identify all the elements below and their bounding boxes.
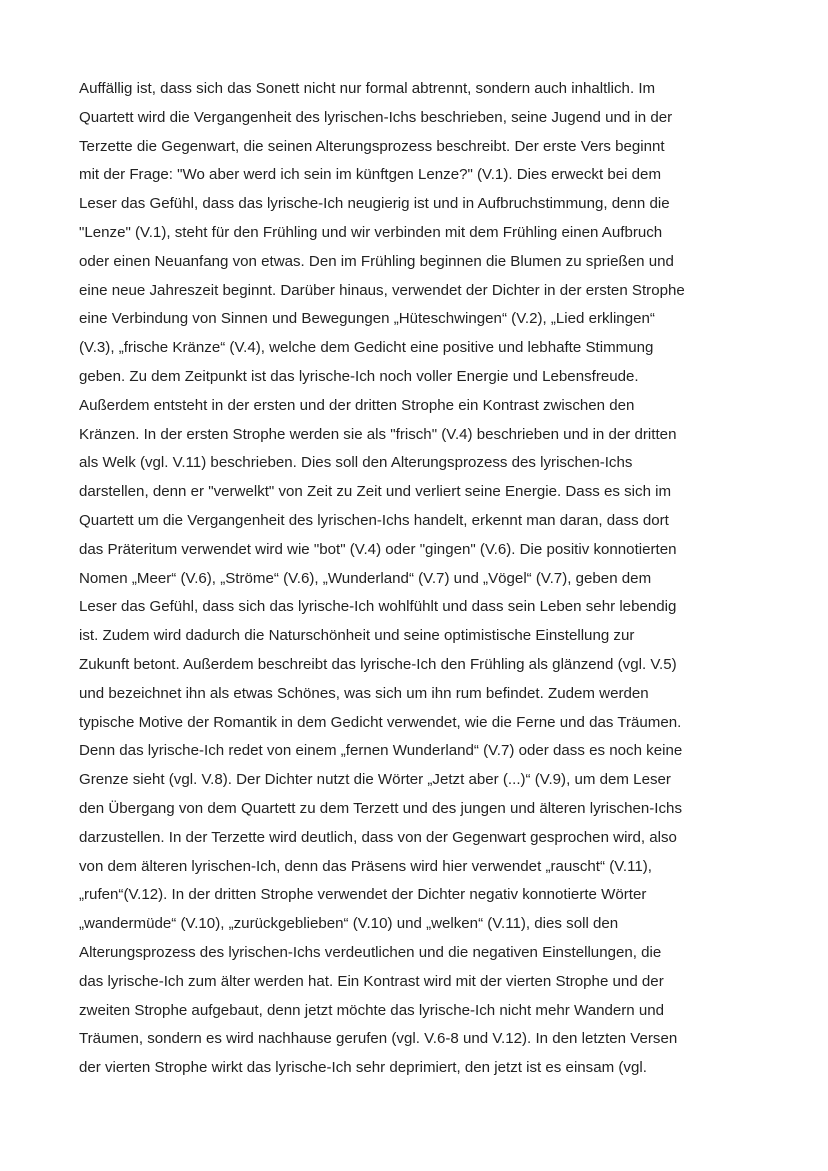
text-line: das Präteritum verwendet wird wie "bot" (V.4) oder "gingen" (V.6). Die positiv konnotierten [79, 540, 677, 558]
text-line: Grenze sieht (vgl. V.8). Der Dichter nutzt die Wörter „Jetzt aber (...)“ (V.9), um dem Leser [79, 771, 671, 789]
text-line: Leser das Gefühl, dass sich das lyrische-Ich wohlfühlt und dass sein Leben sehr lebendig [79, 598, 677, 616]
text-line: Auffällig ist, dass sich das Sonett nicht nur formal abtrennt, sondern auch inhaltlich. Im [79, 80, 656, 97]
text-line: "Lenze" (V.1), steht für den Frühling und wir verbinden mit dem Frühling einen Aufbruch [79, 223, 663, 241]
text-line: Quartett um die Vergangenheit des lyrischen-Ichs handelt, erkennt man daran, dass dort [79, 511, 669, 529]
text-line: von dem älteren lyrischen-Ich, denn das Präsens wird hier verwendet „rauscht“ (V.11), [79, 857, 652, 875]
text-line: geben. Zu dem Zeitpunkt ist das lyrische-Ich noch voller Energie und Lebensfreude. [79, 367, 639, 385]
text-line: (V.3), „frische Kränze“ (V.4), welche dem Gedicht eine positive und lebhafte Stimmung [79, 339, 654, 357]
text-line: Träumen, sondern es wird nachhause gerufen (vgl. V.6-8 und V.12). In den letzten Versen [79, 1030, 678, 1048]
text-line: zweiten Strophe aufgebaut, denn jetzt möchte das lyrische-Ich nicht mehr Wandern und [79, 1001, 665, 1019]
text-line: eine neue Jahreszeit beginnt. Darüber hinaus, verwendet der Dichter in der ersten Strophe [79, 281, 685, 299]
text-line: den Übergang von dem Quartett zu dem Terzett und des jungen und älteren lyrischen-Ichs [79, 799, 682, 817]
text-line: Zukunft betont. Außerdem beschreibt das lyrische-Ich den Frühling als glänzend (vgl. V.5) [79, 655, 677, 673]
text-line: Leser das Gefühl, dass das lyrische-Ich neugierig ist und in Aufbruchstimmung, denn die [79, 195, 670, 213]
text-line: der vierten Strophe wirkt das lyrische-Ich sehr deprimiert, den jetzt ist es einsam (vgl. [79, 1059, 647, 1077]
text-line: Nomen „Meer“ (V.6), „Ströme“ (V.6), „Wunderland“ (V.7) und „Vögel“ (V.7), geben dem [79, 569, 652, 587]
text-line: typische Motive der Romantik in dem Gedicht verwendet, wie die Ferne und das Träumen. [79, 713, 682, 731]
text-line: „rufen“(V.12). In der dritten Strophe verwendet der Dichter negativ konnotierte Wörter [79, 886, 647, 904]
text-line: und bezeichnet ihn als etwas Schönes, was sich um ihn rum befindet. Zudem werden [79, 684, 649, 702]
text-line: „wandermüde“ (V.10), „zurückgeblieben“ (V.10) und „welken“ (V.11), dies soll den [79, 915, 619, 933]
text-line: Quartett wird die Vergangenheit des lyrischen-Ichs beschrieben, seine Jugend und in der [79, 108, 673, 126]
text-line: Außerdem entsteht in der ersten und der dritten Strophe ein Kontrast zwischen den [79, 396, 635, 414]
essay-paragraph [79, 75, 759, 1083]
text-line: mit der Frage: "Wo aber werd ich sein im künftgen Lenze?" (V.1). Dies erweckt bei dem [79, 166, 662, 184]
text-line: Alterungsprozess des lyrischen-Ichs verdeutlichen und die negativen Einstellungen, die [79, 943, 662, 961]
text-line: darzustellen. In der Terzette wird deutlich, dass von der Gegenwart gesprochen wird, also [79, 828, 677, 846]
text-line: Terzette die Gegenwart, die seinen Alterungsprozess beschreibt. Der erste Vers beginnt [79, 137, 665, 155]
text-line: als Welk (vgl. V.11) beschrieben. Dies soll den Alterungsprozess des lyrischen-Ichs [79, 454, 633, 472]
text-line: das lyrische-Ich zum älter werden hat. Ein Kontrast wird mit der vierten Strophe und der [79, 972, 664, 990]
text-line: oder einen Neuanfang von etwas. Den im Frühling beginnen die Blumen zu sprießen und [79, 252, 674, 270]
text-line: eine Verbindung von Sinnen und Bewegungen „Hüteschwingen“ (V.2), „Lied erklingen“ [79, 310, 655, 328]
text-line: ist. Zudem wird dadurch die Naturschönheit und seine optimistische Einstellung zur [79, 627, 635, 645]
text-line: Denn das lyrische-Ich redet von einem „fernen Wunderland“ (V.7) oder dass es noch keine [79, 742, 683, 760]
text-line: Kränzen. In der ersten Strophe werden sie als "frisch" (V.4) beschrieben und in der dritten [79, 425, 677, 443]
text-line: darstellen, denn er "verwelkt" von Zeit zu Zeit und verliert seine Energie. Dass es sich im [79, 483, 672, 501]
